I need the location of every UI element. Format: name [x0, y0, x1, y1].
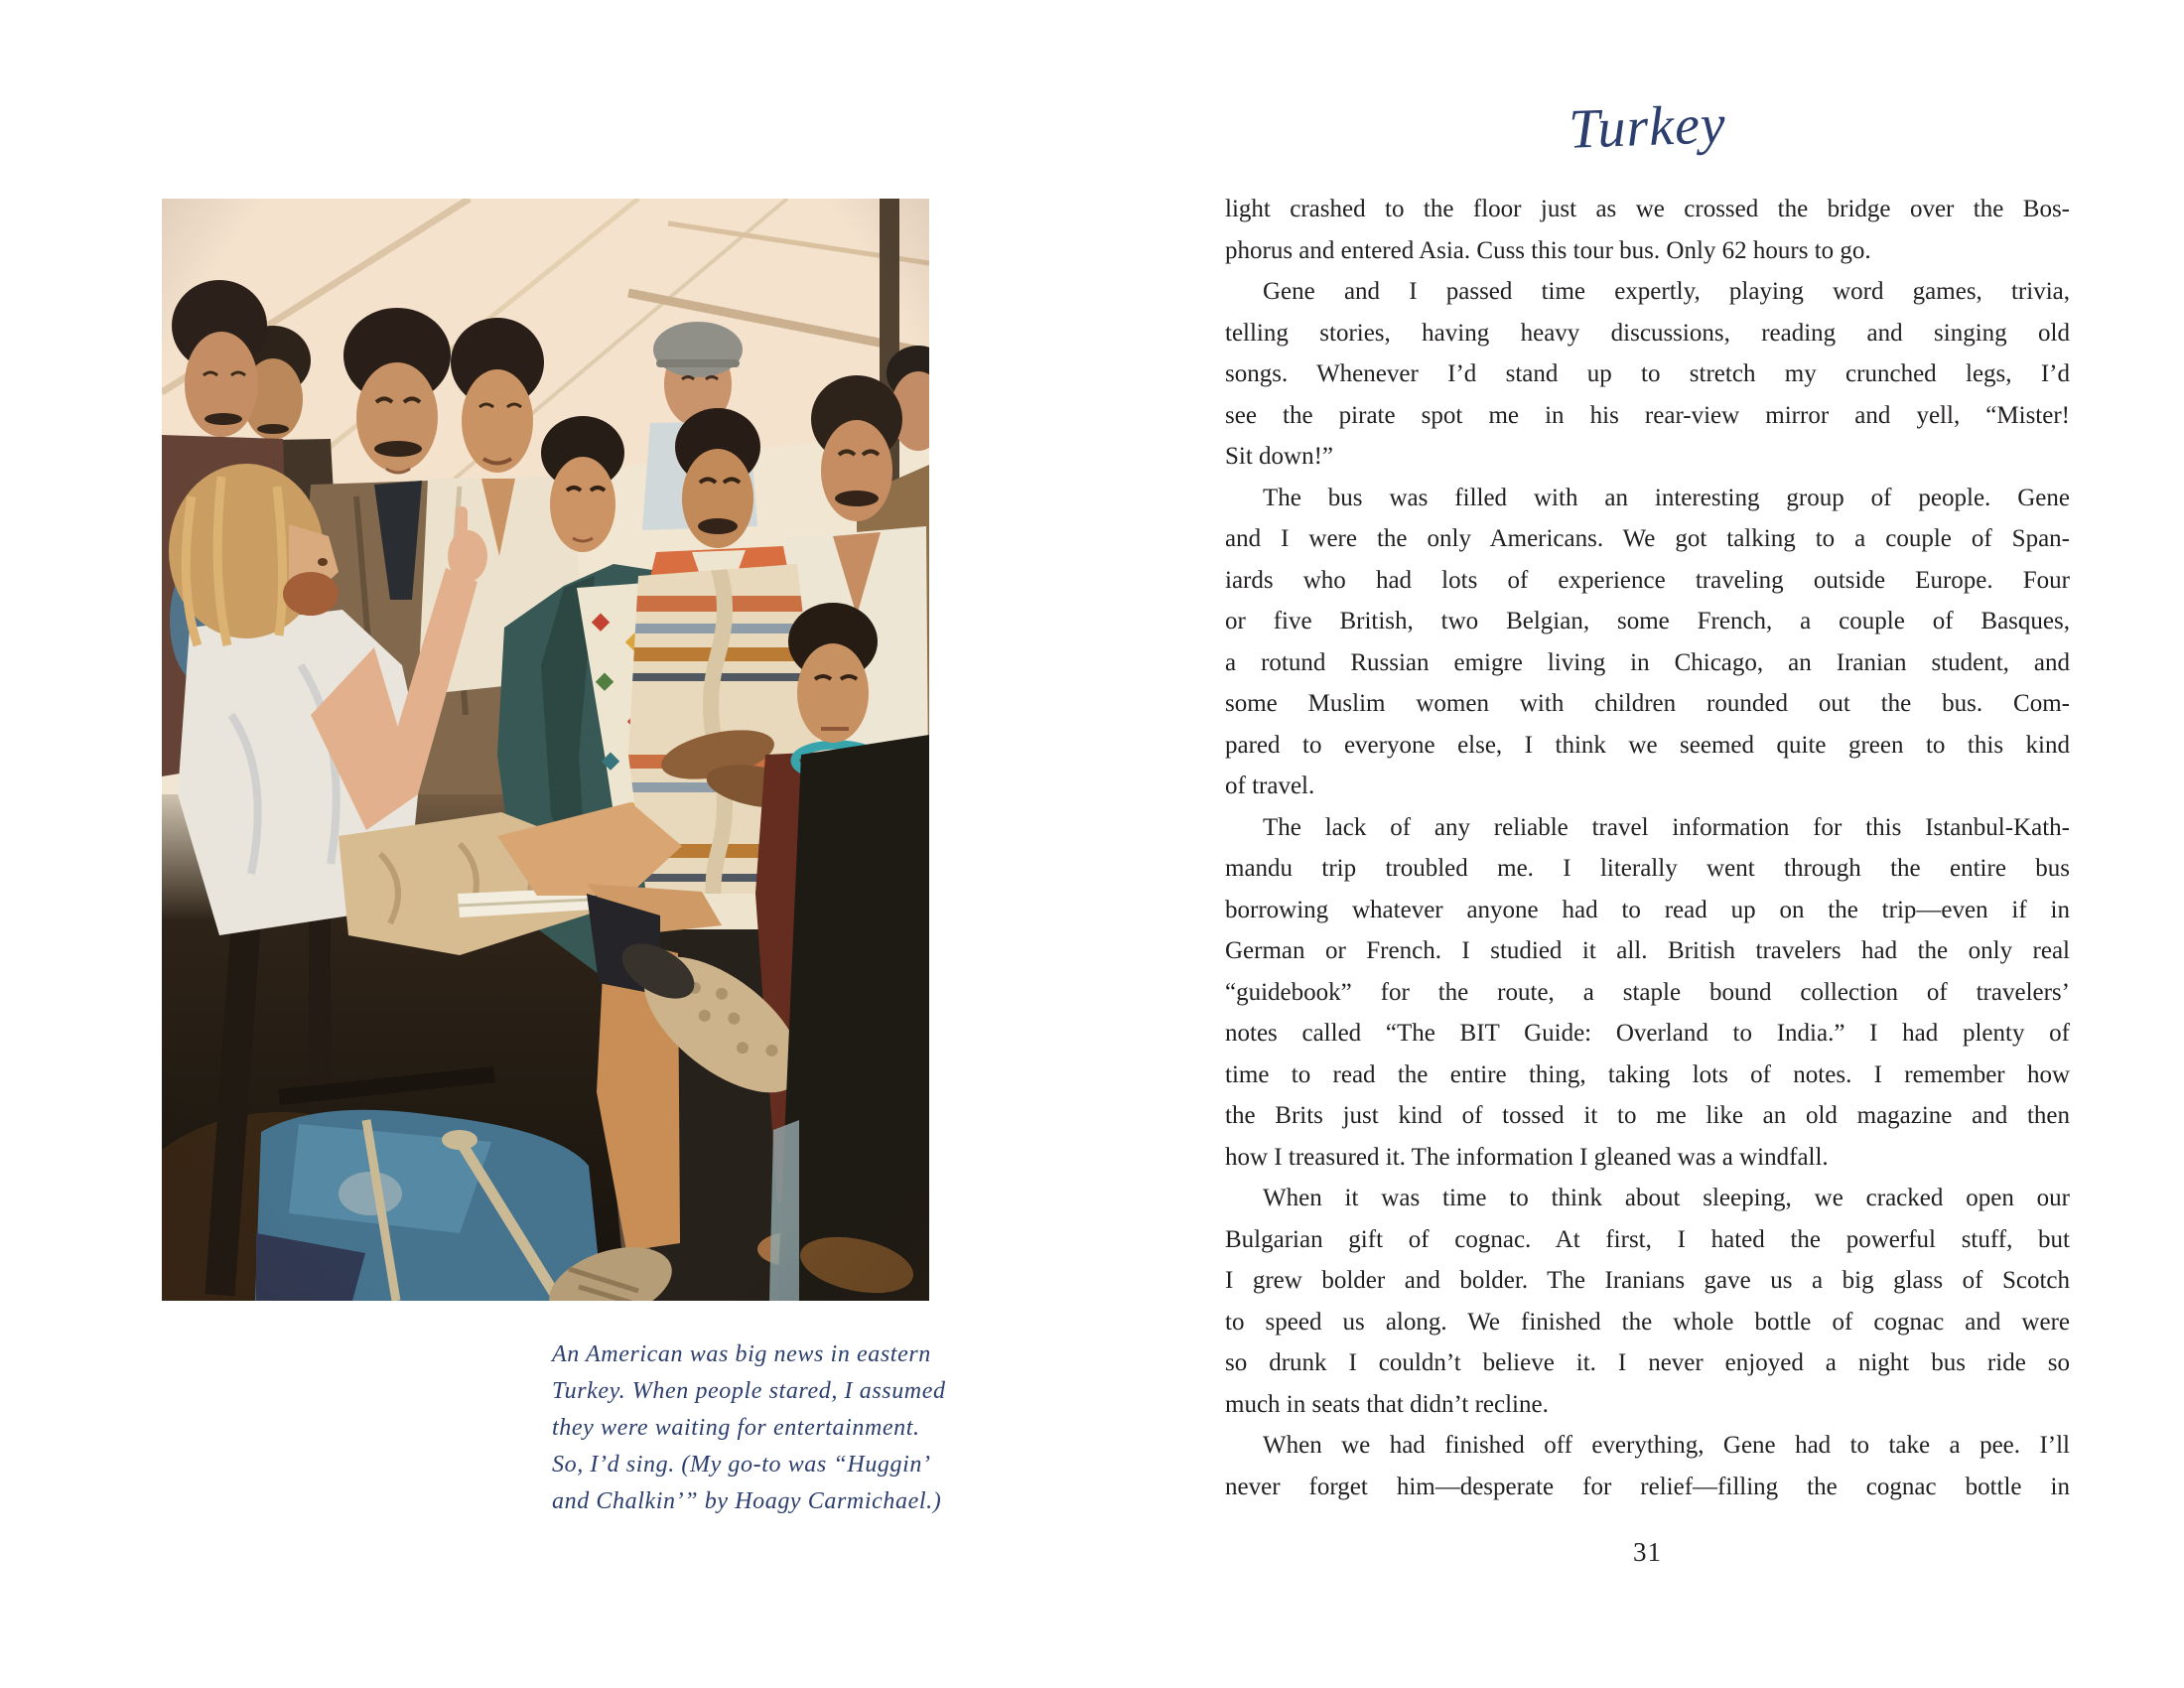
body-text-line: I grew bolder and bolder. The Iranians gave us a big glass of Scotch — [1225, 1267, 2070, 1294]
body-text-line: German or French. I studied it all. British travelers had the only real — [1225, 937, 2070, 964]
body-text-line: a rotund Russian emigre living in Chicago, an Iranian student, and — [1225, 648, 2070, 676]
body-text-line: so drunk I couldn’t believe it. I never enjoyed a night bus ride so — [1225, 1349, 2070, 1376]
body-text — [1225, 189, 2070, 1507]
body-text-line: Bulgarian gift of cognac. At first, I hated the powerful stuff, but — [1225, 1225, 2070, 1253]
body-text-line: Gene and I passed time expertly, playing word games, trivia, — [1263, 278, 2070, 305]
chapter-header: Turkey — [1568, 93, 1727, 161]
body-text-line: borrowing whatever anyone had to read up on the trip—even if in — [1225, 896, 2070, 923]
body-text-line: see the pirate spot me in his rear-view mirror and yell, “Mister! — [1225, 401, 2070, 429]
body-text-line: Sit down!” — [1225, 443, 1334, 470]
body-text-line: and I were the only Americans. We got talking to a couple of Span- — [1225, 525, 2070, 552]
body-text-line: or five British, two Belgian, some French, a couple of Basques, — [1225, 608, 2070, 634]
body-text-line: notes called “The BIT Guide: Overland to India.” I had plenty of — [1225, 1020, 2070, 1047]
body-text-line: The bus was filled with an interesting group of people. Gene — [1263, 484, 2070, 511]
body-text-line: much in seats that didn’t recline. — [1225, 1390, 1549, 1418]
body-text-line: When it was time to think about sleeping, we cracked open our — [1263, 1185, 2070, 1211]
body-text-line: The lack of any reliable travel information for this Istanbul-Kath- — [1263, 813, 2070, 841]
body-text-line: telling stories, having heavy discussions, reading and singing old — [1225, 319, 2070, 347]
body-text-line: songs. Whenever I’d stand up to stretch my crunched legs, I’d — [1225, 360, 2070, 387]
body-text-line: the Brits just kind of tossed it to me like an old magazine and then — [1225, 1102, 2070, 1129]
body-text-line: When we had finished off everything, Gene had to take a pee. I’ll — [1263, 1432, 2070, 1459]
crowd-photo-illustration — [162, 199, 929, 1301]
body-text-line: of travel. — [1225, 773, 1315, 799]
body-text-line: “guidebook” for the route, a staple bound collection of travelers’ — [1225, 978, 2070, 1006]
body-text-line: pared to everyone else, I think we seemed quite green to this kind — [1225, 731, 2070, 759]
caption-line: they were waiting for entertainment. — [552, 1415, 920, 1441]
body-text-line: light crashed to the floor just as we crossed the bridge over the Bos- — [1225, 196, 2070, 222]
body-text-line: never forget him—desperate for relief—filling the cognac bottle in — [1225, 1473, 2070, 1500]
body-text-line: how I treasured it. The information I gleaned was a windfall. — [1225, 1143, 1829, 1171]
body-text-line: time to read the entire thing, taking lots of notes. I remember how — [1225, 1060, 2070, 1088]
body-text-line: phorus and entered Asia. Cuss this tour bus. Only 62 hours to go. — [1225, 236, 1871, 264]
caption-line: Turkey. When people stared, I assumed — [552, 1378, 946, 1404]
body-text-line: mandu trip troubled me. I literally went through the entire bus — [1225, 855, 2070, 882]
travel-photo-image — [162, 199, 929, 1301]
body-text-line: to speed us along. We finished the whole bottle of cognac and were — [1225, 1308, 2070, 1336]
body-text-line: iards who had lots of experience traveling outside Europe. Four — [1225, 566, 2070, 594]
caption-line: and Chalkin’” by Hoagy Carmichael.) — [552, 1488, 942, 1514]
photo-caption — [552, 1336, 989, 1520]
body-text-line: some Muslim women with children rounded out the bus. Com- — [1225, 690, 2070, 717]
caption-line: An American was big news in eastern — [552, 1341, 931, 1367]
page-number: 31 — [1633, 1537, 1662, 1567]
caption-line: So, I’d sing. (My go-to was “Huggin’ — [552, 1452, 931, 1477]
